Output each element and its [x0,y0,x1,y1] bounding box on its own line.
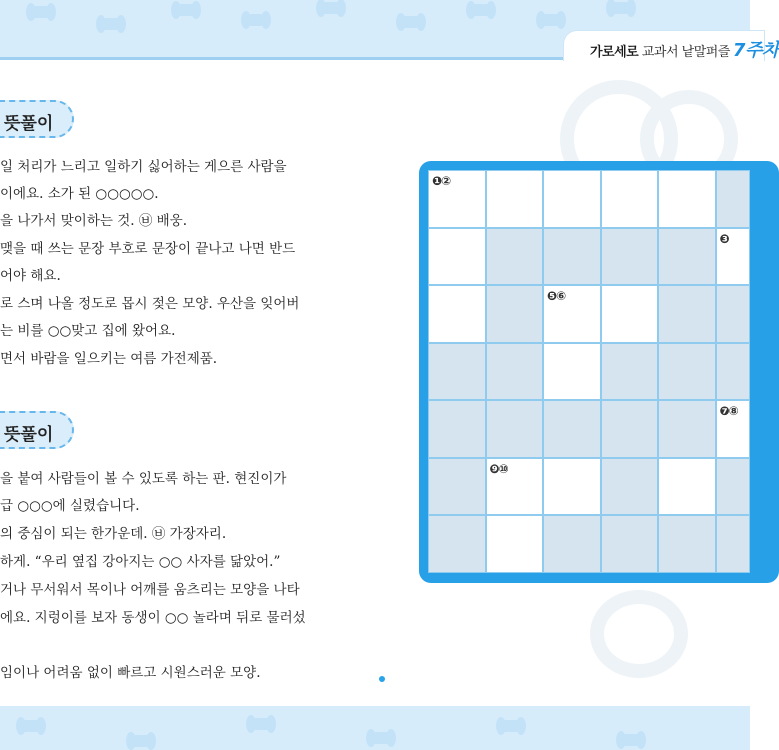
clue-line: 에요. 지렁이를 보자 동생이 ○○ 놀라며 뒤로 물러섰 [0,610,306,626]
crossword-cell[interactable] [486,285,544,343]
week-label: 7주차 [732,40,779,61]
crossword-cell[interactable] [543,458,601,516]
crossword-cell[interactable] [601,400,659,458]
crossword-cell[interactable] [486,458,544,516]
bow-decoration [320,2,342,14]
clue-line: 임이나 어려움 없이 빠르고 시원스러운 모양. [0,665,261,681]
crossword-cell[interactable] [428,343,486,401]
crossword-cell[interactable] [486,515,544,573]
bow-decoration [400,16,422,28]
header-title-bold: 가로세로 [590,45,639,60]
crossword-cell[interactable] [428,400,486,458]
crossword-cell[interactable] [716,343,751,401]
header-title [590,36,779,62]
clue-number: ❺⑥ [547,289,566,303]
crossword-cell[interactable] [486,228,544,286]
crossword-cell[interactable] [486,343,544,401]
crossword-cell[interactable] [486,400,544,458]
clue-line: 을 나가서 맞이하는 것. ㉥ 배웅. [0,213,187,229]
crossword-cell[interactable] [716,458,751,516]
crossword-cell[interactable] [486,170,544,228]
crossword-cell[interactable] [601,285,659,343]
clue-number: ❼⑧ [719,404,738,418]
clue-line: 급 ○○○에 실렸습니다. [0,498,140,514]
clue-line: 일 처리가 느리고 일하기 싫어하는 게으른 사람을 [0,159,287,175]
crossword-cell[interactable] [658,343,716,401]
section-badge-across [0,100,74,138]
bow-decoration [540,14,562,26]
crossword-cell[interactable] [658,458,716,516]
bow-decoration [470,4,492,16]
crossword-cell[interactable] [658,170,716,228]
crossword-cell[interactable] [601,458,659,516]
clue-line: 어야 해요. [0,268,61,284]
crossword-cell[interactable] [543,343,601,401]
crossword-cell[interactable] [428,515,486,573]
clue-number: ❸ [719,231,729,246]
crossword-cell[interactable] [658,515,716,573]
bow-decoration [250,718,272,730]
bow-decoration [370,732,392,744]
crossword-cell[interactable] [658,285,716,343]
clue-number: ❶② [432,174,451,188]
crossword-cell[interactable] [601,170,659,228]
clue-number: ❾⑩ [489,461,508,476]
section-badge-down [0,411,74,449]
clue-line: 로 스며 나올 정도로 몹시 젖은 모양. 우산을 잊어버 [0,296,300,312]
crossword-cell[interactable] [716,285,751,343]
crossword-cell[interactable] [716,515,751,573]
crossword-cell[interactable] [716,228,751,286]
swirl-decoration [590,590,688,678]
crossword-cell[interactable] [428,285,486,343]
bow-decoration [610,2,632,14]
clue-line: 이에요. 소가 된 ○○○○○. [0,186,159,202]
bow-decoration [500,720,522,732]
section-badge-label: 뜻풀이 [4,425,54,445]
section-badge-label: 뜻풀이 [4,114,54,134]
bow-decoration [245,14,267,26]
crossword-cell[interactable] [543,228,601,286]
clue-line: 하게. “우리 옆집 강아지는 ○○ 사자를 닮았어.” [0,554,281,570]
crossword-cell[interactable] [428,170,486,228]
crossword-cell[interactable] [543,515,601,573]
crossword-cell[interactable] [428,228,486,286]
crossword-cell[interactable] [543,170,601,228]
page-dot [379,676,385,682]
crossword-cell[interactable] [601,343,659,401]
crossword-cell[interactable] [716,400,751,458]
crossword-cell[interactable] [543,400,601,458]
crossword-cell[interactable] [658,400,716,458]
bow-decoration [20,720,42,732]
clue-line: 면서 바람을 일으키는 여름 가전제품. [0,351,218,367]
bow-decoration [620,734,642,746]
clue-line: 을 붙여 사람들이 볼 수 있도록 하는 판. 현진이가 [0,471,287,487]
header-title-rest: 교과서 낱말퍼즐 [641,45,730,60]
bow-decoration [175,4,197,16]
crossword-cell[interactable] [658,228,716,286]
clue-line: 거나 무서워서 목이나 어깨를 움츠리는 모양을 나타 [0,582,300,598]
crossword-cell[interactable] [601,228,659,286]
clue-line: 의 중심이 되는 한가운데. ㉥ 가장자리. [0,526,227,542]
clue-line: 는 비를 ○○맞고 집에 왔어요. [0,323,176,339]
bow-decoration [30,6,52,18]
clue-line: 맺을 때 쓰는 문장 부호로 문장이 끝나고 나면 반드 [0,241,296,257]
crossword-cell[interactable] [428,458,486,516]
crossword-cell[interactable] [601,515,659,573]
bow-decoration [100,18,122,30]
crossword-cell[interactable] [543,285,601,343]
crossword-cell[interactable] [716,170,751,228]
bow-decoration [130,735,152,747]
